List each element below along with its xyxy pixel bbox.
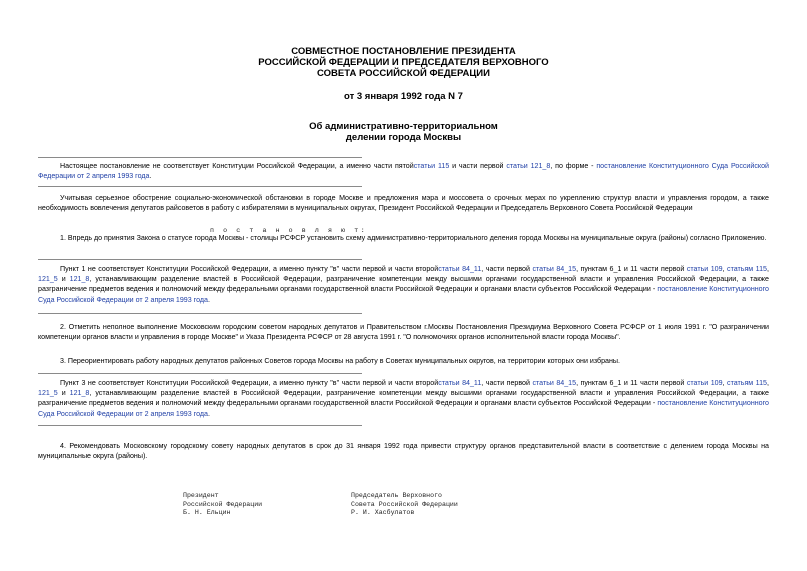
link-article-84-11[interactable]: статьи 84_11 (438, 265, 482, 273)
signature-line: Председатель Верховного (351, 492, 443, 499)
subject-line: делении города Москвы (345, 132, 462, 143)
link-const-court-ruling[interactable]: постановление Конституционного Суда Российской Федерации от 2 апреля 1993 года (38, 162, 769, 181)
note-unconstitutional-1: Настоящее постановление не соответствует Конституции Российской Федерации, а именно части пятойстатьи 115 и части первой статьи 121_8, по форме - постановление Конституционного Суда Российской Федерации от 2 апреля 1993 года. (38, 162, 769, 181)
signature-chairman (351, 492, 458, 518)
item-3-paragraph: 3. Переориентировать работу народных депутатов районных Советов города Москвы на работу в Советах муниципальных округов, на территории которых они избраны. (60, 357, 620, 365)
document-subject (0, 121, 807, 143)
link-article-115[interactable]: статьям 115 (727, 265, 767, 273)
signature-line: Б. Н. Ельцин (183, 509, 231, 517)
link-const-court-ruling[interactable]: постановление Конституционного Суда Российской Федерации от 2 апреля 1993 года (38, 399, 769, 418)
link-article-121-8[interactable]: статьи 121_8 (506, 162, 551, 170)
item-1-paragraph: 1. Впредь до принятия Закона о статусе города Москвы - столицы РСФСР установить схему административно-территориального деления города Москвы на муниципальные округа (районы) согласно Приложению. (60, 234, 767, 242)
item-4-paragraph: 4. Рекомендовать Московскому городскому совету народных депутатов в срок до 31 января 1992 года привести структуру органов представительной власти в соответствие с делением города Москвы на муниципальные округа (районы). (38, 442, 769, 461)
link-article-109[interactable]: статьи 109 (686, 265, 723, 273)
subject-line: Об административно-территориальном (309, 121, 498, 132)
note-unconstitutional-3: Пункт 3 не соответствует Конституции Российской Федерации, а именно пункту "в" части первой и части второйстатьи 84_11, части первой статьи 84_15, пунктам 6_1 и 11 части первой статьи 109, статьям 115, 121_5 и 121_8, устанавливающим разделение властей в Российской Федерации, разграничение компетенции между высшими органами государственной власти и управления Российской Федерации, а также разграничение предметов ведения и полномочий между федеральными органами государственной власти Российской Федерации и органами власти субъектов Российской Федерации - постановление Конституционного Суда Российской Федерации от 2 апреля 1993 года. (38, 379, 769, 418)
note-divider (38, 313, 362, 314)
preamble-paragraph: Учитывая серьезное обострение социально-экономической обстановки в городе Москве и предложения мэра и моссовета о срочных мерах по укреплению структур власти и управления городом, а также необходимость вовлечения депутатов райсоветов в работу с избирателями в муниципальных округах, Президент Российской Федерации и Председатель Верховного Совета Российской Федерации (38, 194, 769, 213)
link-article-115[interactable]: статьям 115 (727, 379, 767, 387)
link-article-121-5[interactable]: 121_5 (38, 389, 58, 398)
note-divider (38, 259, 362, 260)
title-line: СОВМЕСТНОЕ ПОСТАНОВЛЕНИЕ ПРЕЗИДЕНТА (291, 46, 516, 57)
document-date: от 3 января 1992 года N 7 (344, 91, 463, 102)
title-line: РОССИЙСКОЙ ФЕДЕРАЦИИ И ПРЕДСЕДАТЕЛЯ ВЕРХОВНОГО (258, 57, 549, 68)
note-divider (38, 373, 362, 374)
title-line: СОВЕТА РОССИЙСКОЙ ФЕДЕРАЦИИ (317, 68, 490, 79)
signature-line: Совета Российской Федерации (351, 500, 458, 508)
document-title (0, 46, 807, 79)
link-article-84-15[interactable]: статьи 84_15 (532, 379, 577, 387)
link-const-court-ruling[interactable]: постановление Конституционного Суда Российской Федерации от 2 апреля 1993 года (38, 285, 769, 304)
signature-line: Российской Федерации (183, 500, 263, 508)
link-article-121-8[interactable]: 121_8 (69, 389, 90, 398)
link-article-84-11[interactable]: статьи 84_11 (438, 379, 482, 387)
link-article-115[interactable]: статьи 115 (413, 162, 450, 170)
link-article-84-15[interactable]: статьи 84_15 (532, 265, 577, 273)
postanovlyaut-label: п о с т а н о в л я ю т: (210, 227, 368, 234)
note-divider (38, 425, 362, 426)
note-divider (38, 157, 362, 158)
signature-president (183, 492, 262, 518)
item-2-paragraph: 2. Отметить неполное выполнение Московским городским советом народных депутатов и Правительством г.Москвы Постановления Президиума Верховного Совета РСФСР от 1 июля 1991 г. "О разграничении компетенции органов власти и управления в городе Москве" и Указа Президента РСФСР от 28 августа 1991 г. "О полномочиях органов исполнительной власти города Москвы". (38, 323, 769, 342)
link-article-109[interactable]: статьи 109 (686, 379, 723, 387)
note-unconstitutional-2: Пункт 1 не соответствует Конституции Российской Федерации, а именно пункту "в" части первой и части второйстатьи 84_11, части первой статьи 84_15, пунктам 6_1 и 11 части первой статьи 109, статьям 115, 121_5 и 121_8, устанавливающим разделение властей в Российской Федерации, разграничение компетенции между высшими органами государственной власти и управления Российской Федерации, а также разграничение предметов ведения и полномочий между федеральными органами государственной власти Российской Федерации и органами власти субъектов Российской Федерации - постановление Конституционного Суда Российской Федерации от 2 апреля 1993 года. (38, 265, 769, 304)
link-article-121-5[interactable]: 121_5 (38, 275, 58, 284)
note-divider (38, 186, 362, 187)
signature-line: Президент (183, 492, 219, 499)
signature-line: Р. И. Хасбулатов (351, 509, 415, 517)
link-article-121-8[interactable]: 121_8 (69, 275, 90, 284)
